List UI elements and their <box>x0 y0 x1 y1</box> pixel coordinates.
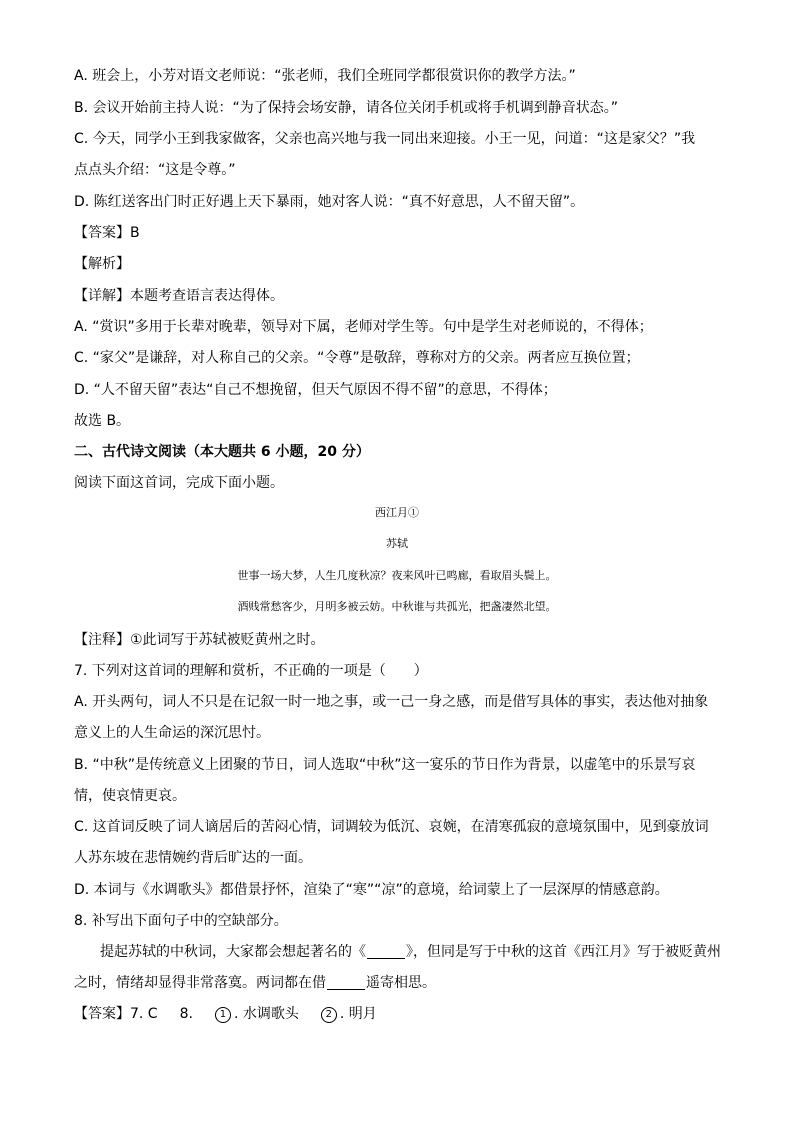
poem-line-1: 世事一场大梦，人生几度秋凉？夜来风叶已鸣廊，看取眉头鬓上。 <box>237 569 557 582</box>
q8-p2-before: 之时，情绪却显得非常落寞。两词都在借 <box>74 975 326 991</box>
q6-option-c-line1: C. 今天，同学小王到我家做客，父亲也高兴地与我一同出来迎接。小王一见，问道：“这是家父？”我 <box>74 131 696 147</box>
q7-stem: 7. 下列对这首词的理解和赏析，不正确的一项是（ ） <box>74 663 428 679</box>
poem-note: 【注释】①此词写于苏轼被贬黄州之时。 <box>74 632 325 648</box>
q8-p1-before: 提起苏轼的中秋词，大家都会想起著名的《 <box>100 944 366 960</box>
q7-option-b-line1: B. “中秋”是传统意义上团聚的节日，词人选取“中秋”这一宴乐的节日作为背景，以虚笔中的乐景写哀 <box>74 757 696 773</box>
q8-p1-after: 》，但同是写于中秋的这首《西江月》写于被贬黄州 <box>406 944 721 960</box>
q8-paragraph-line1 <box>100 942 721 962</box>
q6-option-b: B. 会议开始前主持人说：“为了保持会场安静，请各位关闭手机或将手机调到静音状态。” <box>74 100 619 116</box>
q7-option-c-line2: 人苏东坡在悲情婉约背后旷达的一面。 <box>74 850 312 866</box>
q6-detail-c: C. “家父”是谦辞，对人称自己的父亲。“令尊”是敬辞，尊称对方的父亲。两者应互换位置； <box>74 350 640 366</box>
q6-detail: 【详解】本题考查语言表达得体。 <box>74 288 284 304</box>
q6-detail-d: D. “人不留天留”表达“自己不想挽留，但天气原因不得不留”的意思，不得体； <box>74 382 557 398</box>
answers-label: 【答案】 <box>74 1006 130 1022</box>
circled-number-2: 2 <box>321 1007 337 1023</box>
q7-option-a-line2: 意义上的人生命运的深沉思忖。 <box>74 725 270 741</box>
fill-blank-2 <box>327 975 365 990</box>
answer-q7: 7. C <box>130 1006 158 1022</box>
q8-paragraph-line2 <box>74 973 436 993</box>
q8-p2-after: 遥寄相思。 <box>366 975 436 991</box>
q7-option-c-line1: C. 这首词反映了词人谪居后的苦闷心情，词调较为低沉、哀婉，在清寒孤寂的意境氛围中，见到豪放词 <box>74 819 709 835</box>
section2-instruction: 阅读下面这首词，完成下面小题。 <box>74 475 284 491</box>
q6-conclusion: 故选 B。 <box>74 413 131 429</box>
answers-line <box>74 1004 377 1024</box>
circled-number-1: 1 <box>215 1007 231 1023</box>
q7-option-d: D. 本词与《水调歌头》都借景抒怀，渲染了“寒”“凉”的意境，给词蒙上了一层深厚的情感意韵。 <box>74 882 669 898</box>
poem-title: 西江月① <box>375 506 419 519</box>
answer-q8-blank2: . 明月 <box>339 1006 377 1022</box>
q7-option-b-line2: 情，使哀情更哀。 <box>74 788 186 804</box>
section2-heading: 二、古代诗文阅读（本大题共 6 小题，20 分） <box>74 444 370 460</box>
q6-detail-a: A. “赏识”多用于长辈对晚辈，领导对下属，老师对学生等。句中是学生对老师说的，不得体； <box>74 319 653 335</box>
q7-option-a-line1: A. 开头两句，词人不只是在记叙一时一地之事，或一己一身之感，而是借写具体的事实，表达他对抽象 <box>74 694 709 710</box>
q6-analysis-heading: 【解析】 <box>74 256 130 272</box>
fill-blank-1 <box>367 944 405 959</box>
q6-option-a: A. 班会上，小芳对语文老师说：“张老师，我们全班同学都很赏识你的教学方法。” <box>74 68 576 84</box>
q6-option-d: D. 陈红送客出门时正好遇上天下暴雨，她对客人说：“真不好意思，人不留天留”。 <box>74 194 585 210</box>
answer-q8-blank1: . 水调歌头 <box>233 1006 299 1022</box>
q8-stem: 8. 补写出下面句子中的空缺部分。 <box>74 913 288 929</box>
q6-answer: 【答案】B <box>74 225 140 241</box>
answer-q8-number: 8. <box>179 1006 193 1022</box>
poem-author: 苏轼 <box>386 537 408 550</box>
poem-line-2: 酒贱常愁客少，月明多被云妨。中秋谁与共孤光，把盏凄然北望。 <box>237 600 557 613</box>
q6-option-c-line2: 点点头介绍：“这是令尊。” <box>74 162 236 178</box>
